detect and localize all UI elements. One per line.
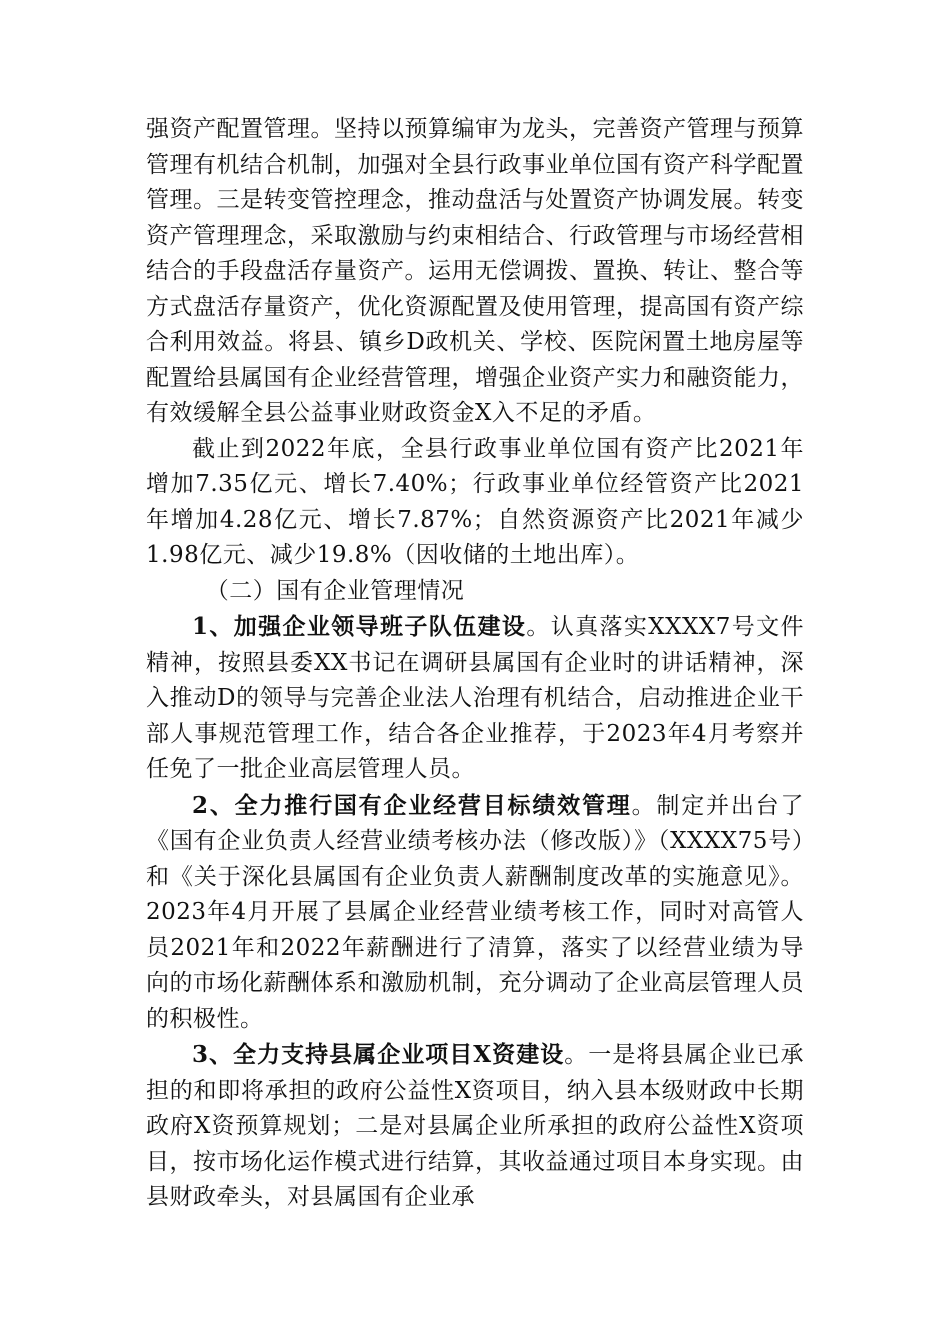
paragraph-asset-statistics: 截止到2022年底，全县行政事业单位国有资产比2021年增加7.35亿元、增长7.40%；行政事业单位经管资产比2021年增加4.28亿元、增长7.87%；自然资源资产比2021年减少1.98亿元、减少19.8%（因收储的土地出库）。 <box>146 435 804 568</box>
item-3-lead: 3、全力支持县属企业项目X资建设 <box>192 1041 565 1068</box>
paragraph-item-3 <box>146 1037 804 1216</box>
paragraph-asset-management: 强资产配置管理。坚持以预算编审为龙头，完善资产管理与预算管理有机结合机制，加强对全县行政事业单位国有资产科学配置管理。三是转变管控理念，推动盘活与处置资产协调发展。转变资产管理理念，采取激励与约束相结合、行政管理与市场经营相结合的手段盘活存量资产。运用无偿调拨、置换、转让、整合等方式盘活存量资产，优化资源配置及使用管理，提高国有资产综合利用效益。将县、镇乡D政机关、学校、医院闲置土地房屋等配置给县属国有企业经营管理，增强企业资产实力和融资能力，有效缓解全县公益事业财政资金X入不足的矛盾。 <box>146 116 804 426</box>
section-heading-soe-management: （二）国有企业管理情况 <box>205 577 465 604</box>
item-1-body: 。认真落实XXXX7号文件精神，按照县委XX书记在调研县属国有企业时的讲话精神，深入推动D的领导与完善企业法人治理有机结合，启动推进企业干部人事规范管理工作，结合各企业推荐，于2023年4月考察并任免了一批企业高层管理人员。 <box>146 614 804 782</box>
item-1-lead: 1、加强企业领导班子队伍建设 <box>192 613 527 640</box>
item-2-lead: 2、全力推行国有企业经营目标绩效管理 <box>192 791 632 819</box>
item-2-body: 。制定并出台了《国有企业负责人经营业绩考核办法（修改版）》（XXXX75号）和《关于深化县属国有企业负责人薪酬制度改革的实施意见》。2023年4月开展了县属企业经营业绩考核工作，同时对高管人员2021年和2022年薪酬进行了清算，落实了以经营业绩为导向的市场化薪酬体系和激励机制，充分调动了企业高层管理人员的积极性。 <box>146 792 804 1032</box>
paragraph-item-1 <box>146 609 804 788</box>
document-page <box>146 112 804 1216</box>
item-3-body: 。一是将县属企业已承担的和即将承担的政府公益性X资项目，纳入县本级财政中长期政府X资预算规划；二是对县属企业所承担的政府公益性X资项目，按市场化运作模式进行结算，其收益通过项目本身实现。由县财政牵头，对县属国有企业承 <box>146 1042 804 1210</box>
paragraph-item-2 <box>146 788 804 1038</box>
